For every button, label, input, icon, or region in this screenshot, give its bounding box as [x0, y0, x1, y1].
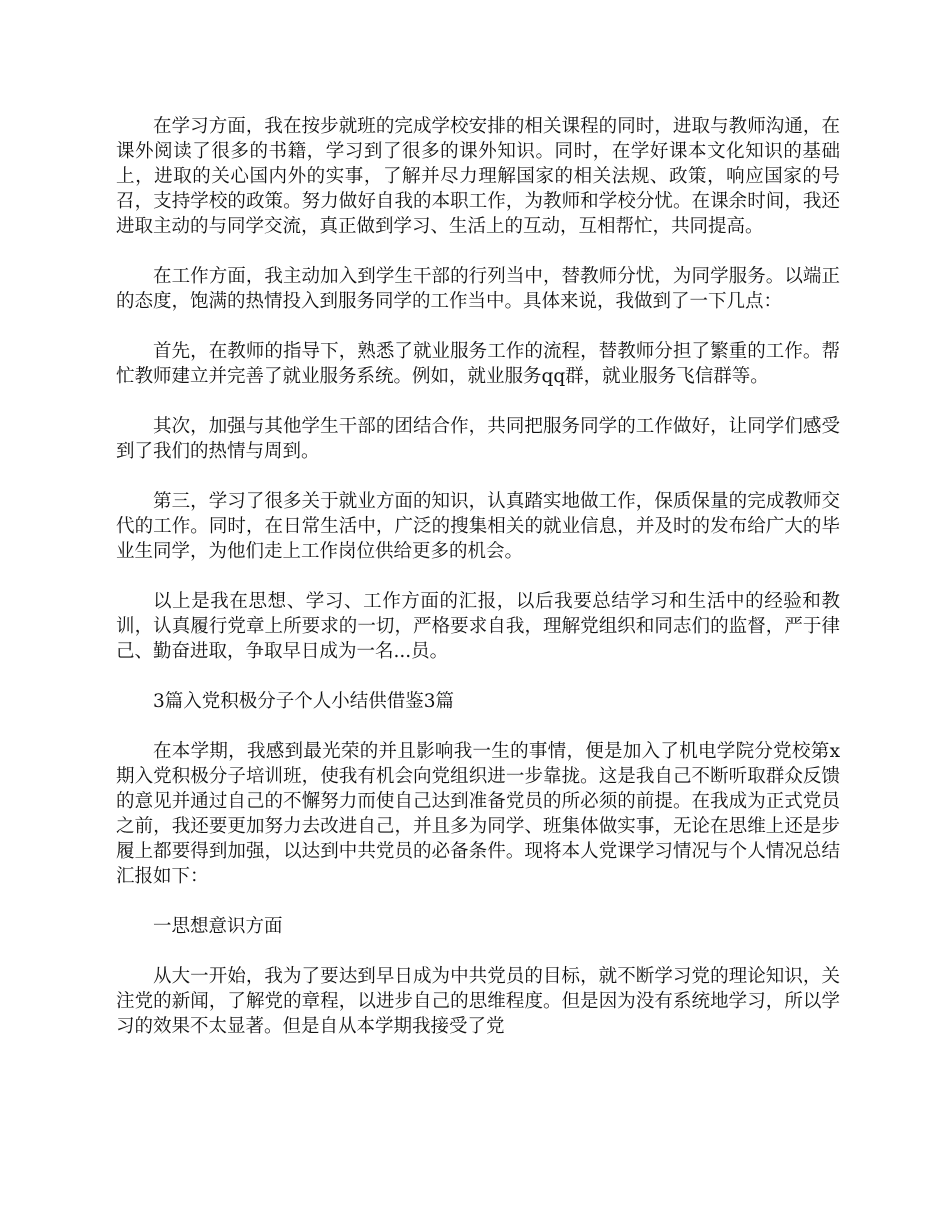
paragraph-final: 从大一开始，我为了要达到早日成为中共党员的目标，就不断学习党的理论知识，关注党的新闻，了解党的章程，以进步自己的思维程度。但是因为没有系统地学习，所以学习的效果不太显著。但是自从本学期我接受了党	[116, 966, 840, 1037]
paragraph-first: 首先，在教师的指导下，熟悉了就业服务工作的流程，替教师分担了繁重的工作。帮忙教师建立并完善了就业服务系统。例如，就业服务qq群，就业服务飞信群等。	[116, 341, 840, 387]
paragraph-work: 在工作方面，我主动加入到学生干部的行列当中，替教师分忧，为同学服务。以端正的态度，饱满的热情投入到服务同学的工作当中。具体来说，我做到了一下几点：	[116, 266, 840, 312]
paragraph-summary: 以上是我在思想、学习、工作方面的汇报，以后我要总结学习和生活中的经验和教训，认真履行党章上所要求的一切，严格要求自我，理解党组织和同志们的监督，严于律己、勤奋进取，争取早日成为一名...员。	[116, 591, 840, 662]
section-title: 3篇入党积极分子个人小结供借鉴3篇	[153, 691, 455, 712]
paragraph-third: 第三，学习了很多关于就业方面的知识，认真踏实地做工作，保质保量的完成教师交代的工作。同时，在日常生活中，广泛的搜集相关的就业信息，并及时的发布给广大的毕业生同学，为他们走上工作岗位供给更多的机会。	[116, 491, 840, 562]
document-body	[116, 114, 840, 1064]
paragraph-second: 其次，加强与其他学生干部的团结合作，共同把服务同学的工作做好，让同学们感受到了我们的热情与周到。	[116, 416, 840, 462]
subheading: 一思想意识方面	[153, 916, 283, 937]
paragraph-intro: 在本学期，我感到最光荣的并且影响我一生的事情，便是加入了机电学院分党校第x期入党积极分子培训班，使我有机会向党组织进一步靠拢。这是我自己不断听取群众反馈的意见并通过自己的不懈努力而使自己达到准备党员的所必须的前提。在我成为正式党员之前，我还要更加努力去改进自己，并且多为同学、班集体做实事，无论在思维上还是步履上都要得到加强，以达到中共党员的必备条件。现将本人党课学习情况与个人情况总结汇报如下：	[116, 741, 840, 887]
paragraph-study: 在学习方面，我在按步就班的完成学校安排的相关课程的同时，进取与教师沟通，在课外阅读了很多的书籍，学习到了很多的课外知识。同时，在学好课本文化知识的基础上，进取的关心国内外的实事，了解并尽力理解国家的相关法规、政策，响应国家的号召，支持学校的政策。努力做好自我的本职工作，为教师和学校分忧。在课余时间，我还进取主动的与同学交流，真正做到学习、生活上的互动，互相帮忙，共同提高。	[116, 116, 840, 237]
